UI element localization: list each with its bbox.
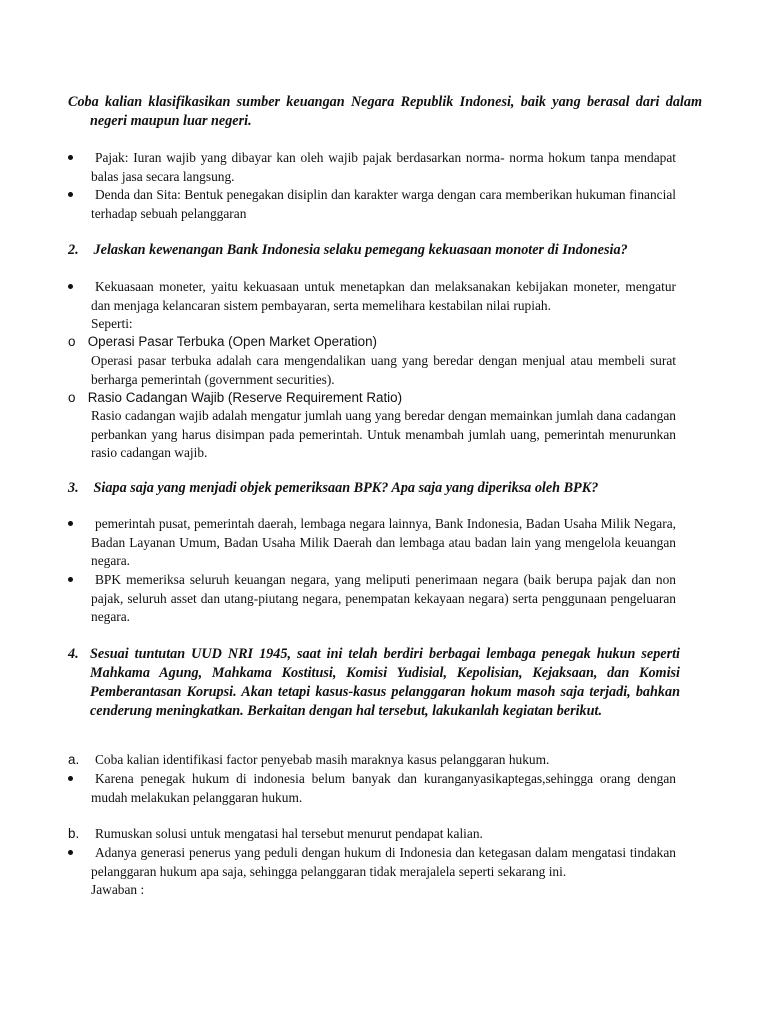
q2-seperti: Seperti: — [91, 316, 133, 332]
q4a-answer-text: Karena penegak hukum di indonesia belum banyak dan kuranganyasikaptegas,sehingga orang dengan mudah melakukan pelanggaran hukum. — [91, 771, 676, 805]
q3-answer-2-text: BPK memeriksa seluruh keuangan negara, yang meliputi penerimaan negara (baik berupa pajak dan non pajak, seluruh asset dan utang-piutang negara, penempatan kekayaan negara) serta penggunaan pengeluaran negara. — [91, 572, 676, 625]
question-3-text: Siapa saja yang menjadi objek pemeriksaan BPK? Apa saja yang diperiksa oleh BPK? — [93, 480, 599, 496]
q4b-answer — [68, 844, 676, 900]
q2-sub-1-title-row — [68, 333, 680, 352]
q4b-answer-text: Adanya generasi penerus yang peduli dengan hukum di Indonesia dan ketegasan dalam mengatasi tindakan pelanggaran hukum apa saja, sehingga pelanggaran tidak merajalela seperti sekarang ini. — [91, 845, 676, 879]
bullet-icon — [68, 571, 88, 590]
question-2-text: Jelaskan kewenangan Bank Indonesia selaku pemegang kekuasaan monoter di Indonesia? — [93, 242, 628, 258]
bullet-icon — [68, 770, 88, 789]
q4b-mark: b. — [68, 826, 80, 841]
q2-sub-2-body: Rasio cadangan wajib adalah mengatur jumlah uang yang beredar dengan memainkan jumlah dana cadangan perbankan yang harus disimpan pada pemerintah. Untuk menambah jumlah uang, pemerintah menurunkan rasio cadangan wajib. — [91, 408, 676, 461]
q1-answer-pajak — [68, 149, 676, 186]
q4a-answer — [68, 770, 676, 807]
q1-answer-denda-text: Denda dan Sita: Bentuk penegakan disiplin dan karakter warga dengan cara memberikan hukuman financial terhadap sebuah pelanggaran — [91, 187, 676, 221]
q3-answer-1-text: pemerintah pusat, pemerintah daerah, lembaga negara lainnya, Bank Indonesia, Badan Usaha Milik Negara, Badan Layanan Umum, Badan Usaha Milik Daerah dan lembaga atau badan lain yang mengelola keuangan negara. — [91, 516, 676, 569]
question-1-text: Coba kalian klasifikasikan sumber keuangan Negara Republik Indonesi, baik yang berasal dari dalam negeri maupun luar negeri. — [68, 94, 702, 129]
bullet-icon — [68, 515, 88, 534]
question-4-number: 4. — [68, 646, 79, 662]
q2-sub-2-title: Rasio Cadangan Wajib (Reserve Requirement Ratio) — [87, 390, 403, 405]
question-1 — [68, 93, 702, 130]
q4a-mark: a. — [68, 752, 80, 767]
question-2-number: 2. — [68, 242, 79, 258]
q2-answer-main-text: Kekuasaan moneter, yaitu kekuasaan untuk menetapkan dan melaksanakan kebijakan moneter, mengatur dan menjaga kelancaran sistem pembayaran, serta memelihara kestabilan nilai rupiah. — [91, 279, 676, 313]
bullet-icon — [68, 844, 88, 863]
circle-bullet-icon: o — [68, 334, 76, 349]
q2-sub-1-title: Operasi Pasar Terbuka (Open Market Operation) — [87, 334, 378, 349]
q3-answer-2 — [68, 571, 676, 627]
question-4 — [68, 645, 680, 721]
question-3 — [68, 479, 680, 498]
q2-sub-2-title-row — [68, 389, 680, 408]
q4a-text: Coba kalian identifikasi factor penyebab masih maraknya kasus pelanggaran hukum. — [95, 752, 550, 767]
q4b-text: Rumuskan solusi untuk mengatasi hal tersebut menurut pendapat kalian. — [95, 826, 483, 841]
q4b-jawaban: Jawaban : — [91, 882, 145, 898]
question-2 — [68, 241, 680, 260]
q1-answer-pajak-text: Pajak: Iuran wajib yang dibayar kan oleh wajib pajak berdasarkan norma- norma hokum tanpa mendapat balas jasa secara langsung. — [91, 150, 676, 184]
question-3-number: 3. — [68, 480, 79, 496]
q1-answer-denda — [68, 186, 676, 223]
bullet-icon — [68, 278, 88, 297]
q4b-prompt — [68, 825, 676, 844]
bullet-icon — [68, 149, 88, 168]
bullet-icon — [68, 186, 88, 205]
question-4-text: Sesuai tuntutan UUD NRI 1945, saat ini telah berdiri berbagai lembaga penegak hukun seperti Mahkama Agung, Mahkama Kostitusi, Komisi Yudisial, Kepolisian, Kejaksaan, dan Komisi Pemberantasan Korupsi. Akan tetapi kasus-kasus pelanggaran hokum masoh saja terjadi, bahkan cenderung meningkatkan. Berkaitan dengan hal tersebut, lakukanlah kegiatan berikut. — [90, 646, 680, 719]
q2-answer-main — [68, 278, 676, 334]
circle-bullet-icon: o — [68, 390, 76, 405]
q4a-prompt — [68, 751, 676, 770]
q3-answer-1 — [68, 515, 676, 571]
q2-sub-1-body: Operasi pasar terbuka adalah cara mengendalikan uang yang beredar dengan menjual atau membeli surat berharga pemerintah (government securities). — [91, 353, 676, 387]
